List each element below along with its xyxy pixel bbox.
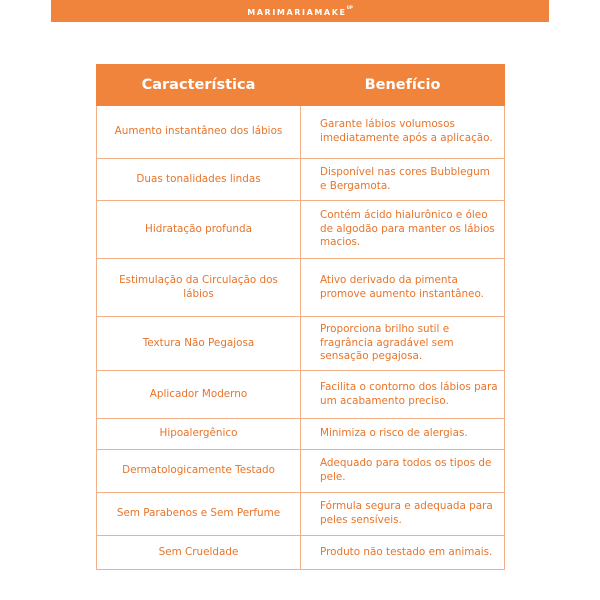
benefit-cell: Facilita o contorno dos lábios para um acabamento preciso. bbox=[301, 371, 505, 419]
benefit-cell: Garante lábios volumosos imediatamente após a aplicação. bbox=[301, 106, 505, 159]
table-row bbox=[97, 201, 505, 259]
benefit-cell: Ativo derivado da pimenta promove aumento instantâneo. bbox=[301, 259, 505, 317]
table-row bbox=[97, 493, 505, 536]
table-row bbox=[97, 259, 505, 317]
benefit-cell: Adequado para todos os tipos de pele. bbox=[301, 450, 505, 493]
table-row bbox=[97, 419, 505, 450]
table-row bbox=[97, 371, 505, 419]
feature-cell: Sem Crueldade bbox=[97, 536, 301, 570]
benefit-cell: Fórmula segura e adequada para peles sensíveis. bbox=[301, 493, 505, 536]
benefit-cell: Minimiza o risco de alergias. bbox=[301, 419, 505, 450]
features-table bbox=[96, 64, 505, 570]
table-row bbox=[97, 159, 505, 201]
feature-cell: Aumento instantâneo dos lábios bbox=[97, 106, 301, 159]
table-header-row bbox=[97, 65, 505, 106]
brand-name: MARIMARIAMAKE bbox=[247, 8, 347, 17]
feature-cell: Dermatologicamente Testado bbox=[97, 450, 301, 493]
brand-logo bbox=[247, 5, 353, 17]
header-benefit: Benefício bbox=[301, 65, 505, 106]
benefit-cell: Disponível nas cores Bubblegum e Bergamota. bbox=[301, 159, 505, 201]
brand-bar bbox=[51, 0, 549, 22]
feature-cell: Estimulação da Circulação dos lábios bbox=[97, 259, 301, 317]
feature-cell: Duas tonalidades lindas bbox=[97, 159, 301, 201]
feature-cell: Aplicador Moderno bbox=[97, 371, 301, 419]
benefit-cell: Proporciona brilho sutil e fragrância agradável sem sensação pegajosa. bbox=[301, 317, 505, 371]
table-row bbox=[97, 450, 505, 493]
feature-cell: Hipoalergênico bbox=[97, 419, 301, 450]
brand-suffix: UP bbox=[346, 5, 353, 10]
benefit-cell: Produto não testado em animais. bbox=[301, 536, 505, 570]
header-feature: Característica bbox=[97, 65, 301, 106]
feature-cell: Hidratação profunda bbox=[97, 201, 301, 259]
table-row bbox=[97, 106, 505, 159]
feature-cell: Textura Não Pegajosa bbox=[97, 317, 301, 371]
benefit-cell: Contém ácido hialurônico e óleo de algodão para manter os lábios macios. bbox=[301, 201, 505, 259]
table-row bbox=[97, 317, 505, 371]
table-row bbox=[97, 536, 505, 570]
feature-cell: Sem Parabenos e Sem Perfume bbox=[97, 493, 301, 536]
